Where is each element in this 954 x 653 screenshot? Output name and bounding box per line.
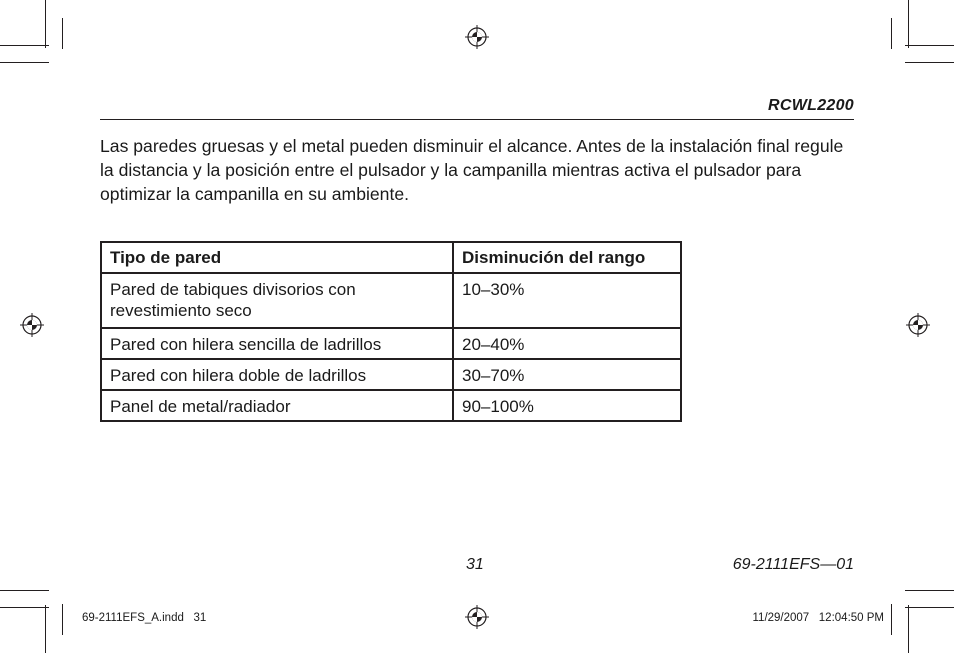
body-paragraph: Las paredes gruesas y el metal pueden disminuir el alcance. Antes de la instalación final regule la distancia y la posición entre el pulsador y la campanilla mientras activa el pulsador para optimizar la campanilla en su ambiente. <box>100 136 844 204</box>
range-reduction-cell: 90–100% <box>453 390 681 421</box>
crop-mark <box>0 607 49 608</box>
crop-mark <box>62 18 63 49</box>
model-number: RCWL2200 <box>768 97 854 114</box>
column-header-range-reduction: Disminución del rango <box>453 242 681 273</box>
table-row <box>101 273 681 328</box>
crop-mark <box>908 0 909 48</box>
registration-mark-icon <box>906 313 930 337</box>
registration-mark-icon <box>465 25 489 49</box>
range-reduction-cell: 30–70% <box>453 359 681 390</box>
wall-type-cell: Pared con hilera doble de ladrillos <box>101 359 453 390</box>
wall-range-table <box>100 241 682 422</box>
registration-mark-icon <box>20 313 44 337</box>
range-reduction-cell: 10–30% <box>453 273 681 328</box>
crop-mark <box>905 590 954 591</box>
table-row <box>101 390 681 421</box>
crop-mark <box>0 590 49 591</box>
crop-mark <box>891 604 892 635</box>
crop-mark <box>905 45 954 46</box>
crop-mark <box>45 605 46 653</box>
print-slug-file: 69-2111EFS_A.indd 31 <box>82 612 207 624</box>
crop-mark <box>908 605 909 653</box>
page-number: 31 <box>466 556 484 573</box>
column-header-wall-type: Tipo de pared <box>101 242 453 273</box>
wall-type-cell: Pared de tabiques divisorios con revestimiento seco <box>101 273 453 328</box>
table-row <box>101 359 681 390</box>
crop-mark <box>905 62 954 63</box>
crop-mark <box>905 607 954 608</box>
wall-type-cell: Pared con hilera sencilla de ladrillos <box>101 328 453 359</box>
table-row <box>101 328 681 359</box>
wall-type-cell: Panel de metal/radiador <box>101 390 453 421</box>
registration-mark-icon <box>465 605 489 629</box>
table-header-row <box>101 242 681 273</box>
document-number: 69-2111EFS—01 <box>732 556 854 573</box>
range-reduction-cell: 20–40% <box>453 328 681 359</box>
crop-mark <box>45 0 46 48</box>
crop-mark <box>891 18 892 49</box>
crop-mark <box>0 45 49 46</box>
print-slug-timestamp: 11/29/2007 12:04:50 PM <box>752 612 884 624</box>
crop-mark <box>62 604 63 635</box>
header-rule <box>100 119 854 120</box>
crop-mark <box>0 62 49 63</box>
